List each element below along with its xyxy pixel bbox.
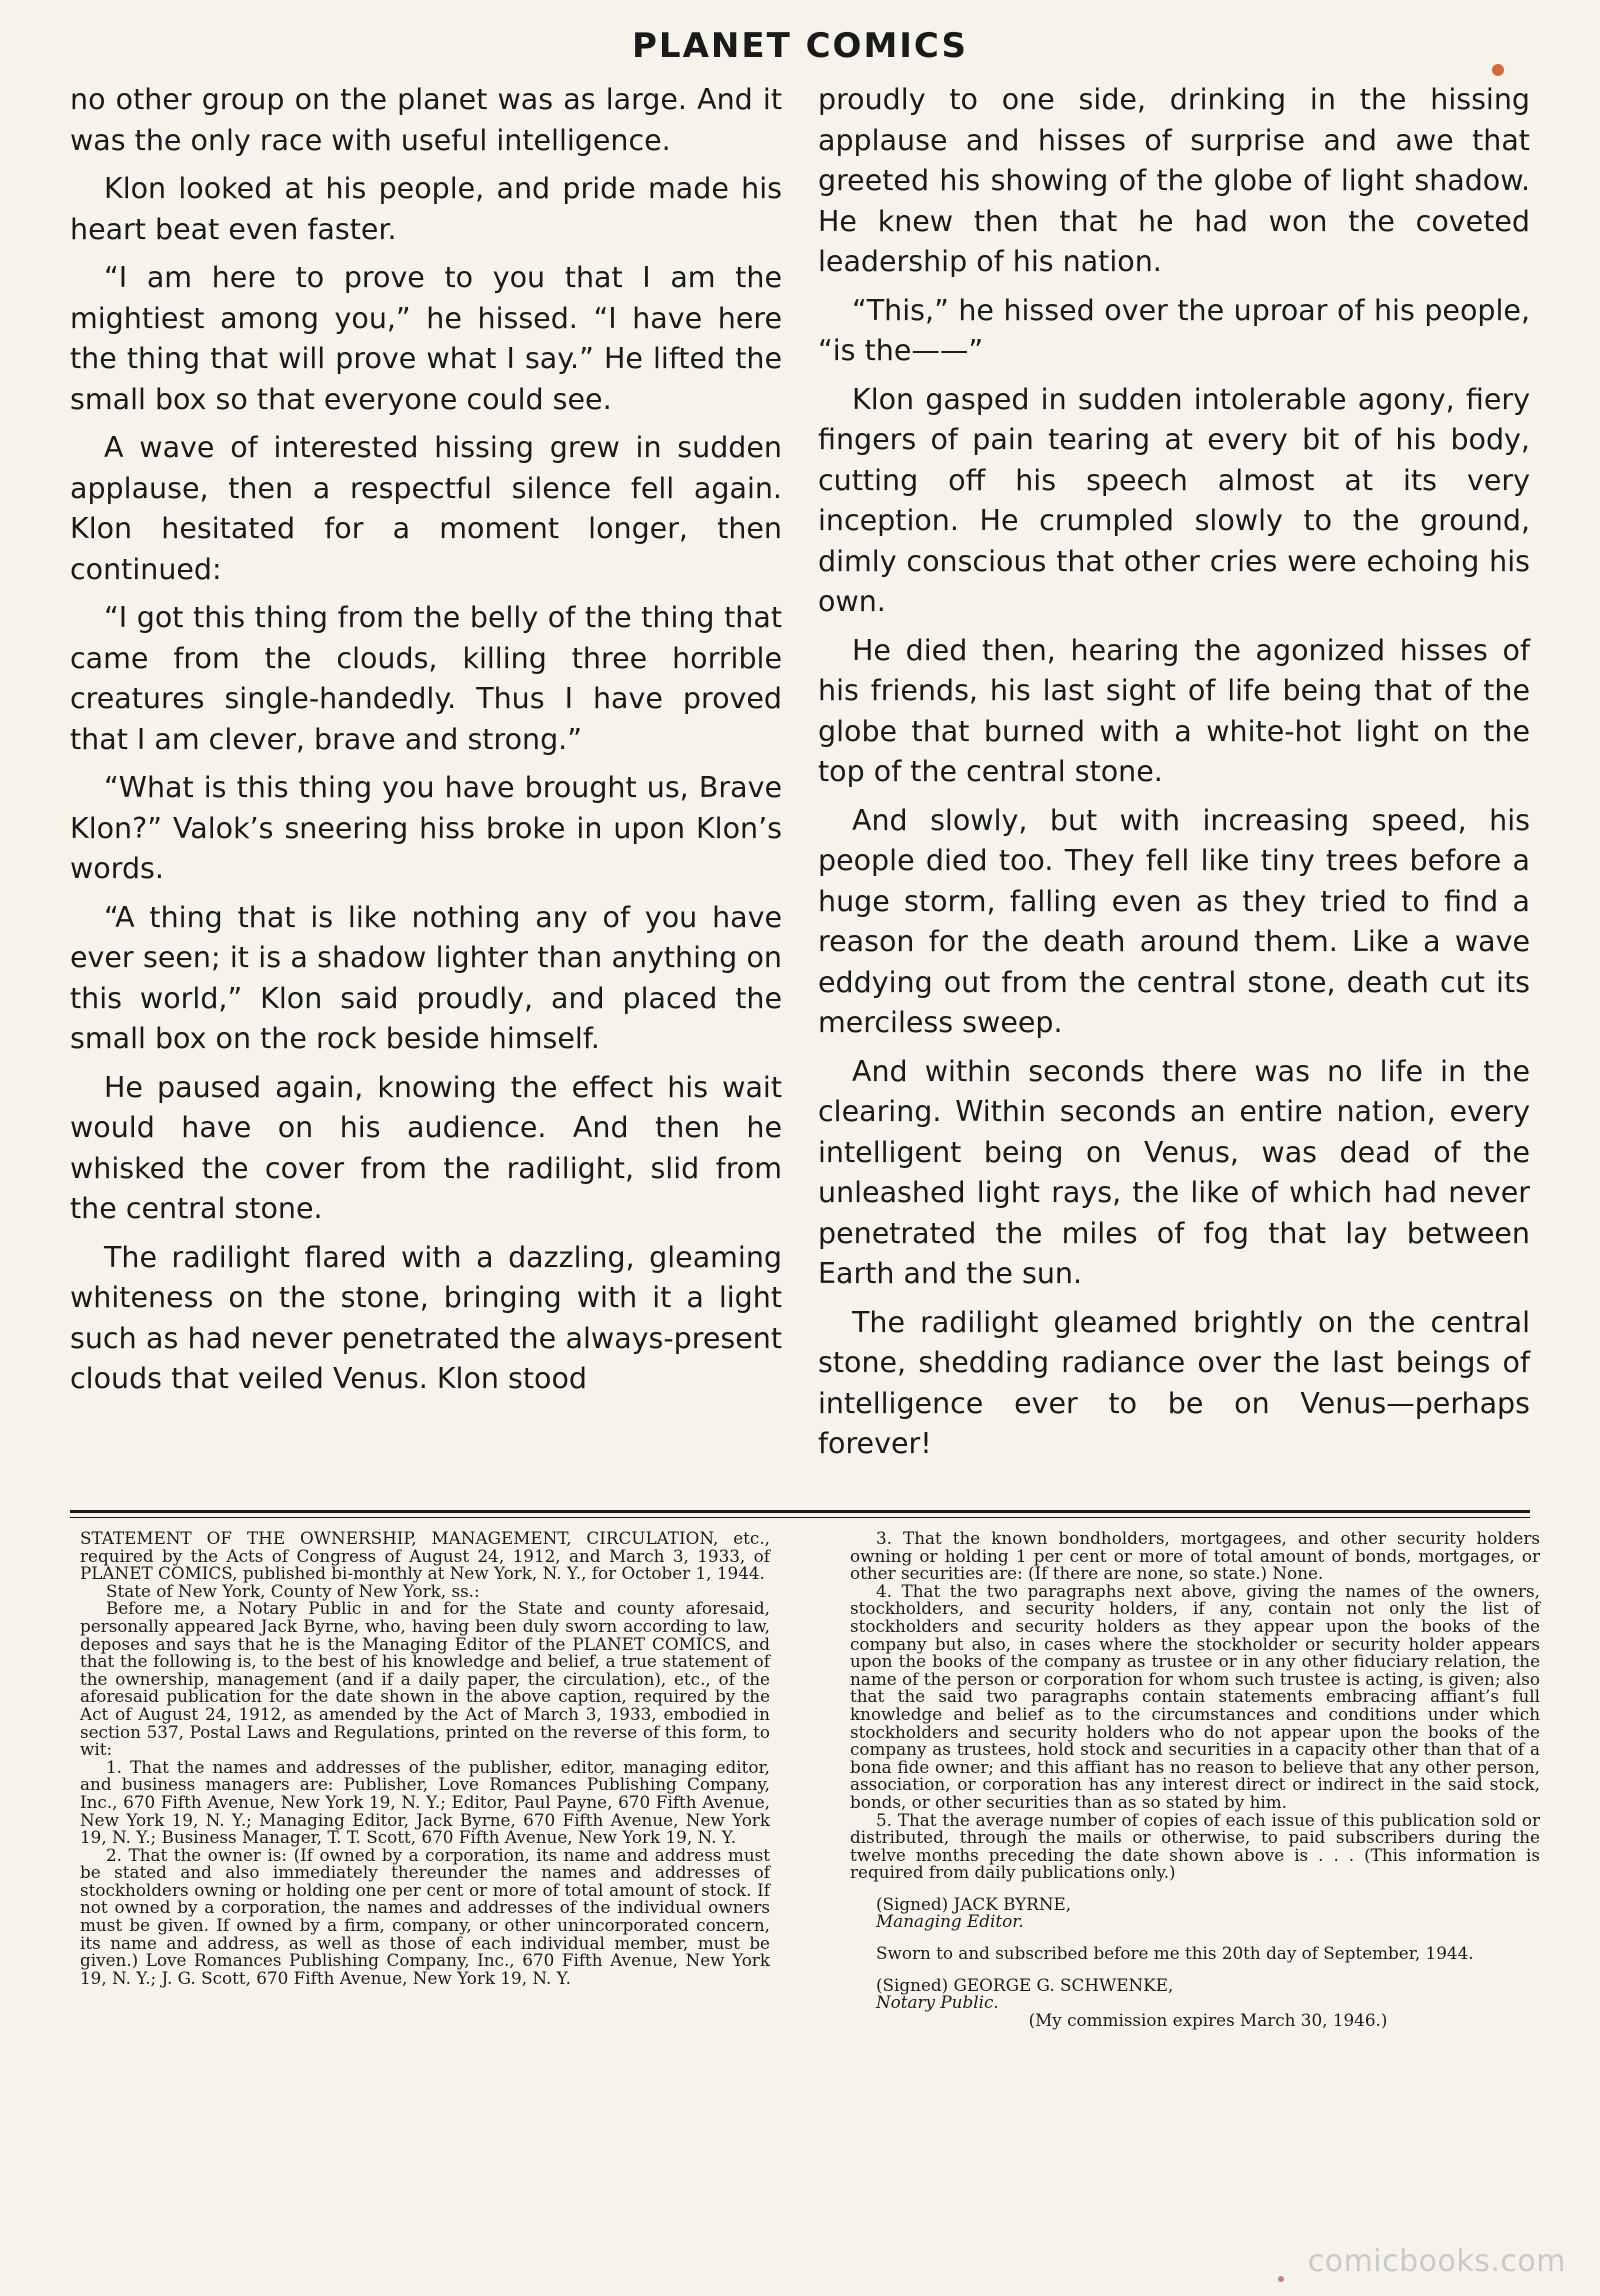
story-paragraph: The radilight gleamed brightly on the central stone, shedding radiance over the last beings of intelligence ever to be on Venus—perhaps forever! (818, 1305, 1530, 1460)
statement-paragraph: 1. That the names and addresses of the publisher, editor, managing editor, and business managers are: Publisher, Love Romances Publishing Company, Inc., 670 Fifth Avenue, New York 19, N. Y.; Editor, Paul Payne, 670 Fifth Avenue, New York 19, N. Y.; Managing Editor, Jack Byrne, 670 Fifth Avenue, New York 19, N. Y.; Business Manager, T. T. Scott, 670 Fifth Avenue, New York 19, N. Y. (80, 1756, 770, 1848)
story-text (70, 80, 1530, 1480)
notary-title-text: Notary Public. (876, 1992, 999, 2013)
story-column-right (818, 80, 1530, 1480)
story-paragraph: “A thing that is like nothing any of you have ever seen; it is a shadow lighter than anything on this world,” Klon said proudly, and placed the small box on the rock beside himself. (70, 900, 782, 1055)
story-column-left (70, 80, 782, 1480)
statement-paragraph: State of New York, County of New York, ss.: (106, 1580, 480, 1601)
statement-paragraph: 5. That the average number of copies of each issue of this publication sold or distributed, through the mails or otherwise, to paid subscribers during the twelve months preceding the date shown above is . . . (This information is required from daily publications only.) (850, 1809, 1540, 1883)
ownership-statement (80, 1530, 1540, 2230)
editor-signature: (Signed) JACK BYRNE, (876, 1893, 1072, 1914)
story-paragraph: “I am here to prove to you that I am the mightiest among you,” he hissed. “I have here the thing that will prove what I say.” He lifted the small box so that everyone could see. (70, 261, 782, 416)
divider-rule-thin (70, 1517, 1530, 1518)
story-paragraph: “What is this thing you have brought us, Brave Klon?” Valok’s sneering hiss broke in upon Klon’s words. (70, 771, 782, 885)
statement-paragraph: Before me, a Notary Public in and for the State and county aforesaid, personally appeared Jack Byrne, who, having been duly sworn according to law, deposes and says that he is the Managing Editor of the PLANET COMICS, and that the following is, to the best of his knowledge and belief, a true statement of the ownership, management (and if a daily paper, the circulation), etc., of the aforesaid publication for the date shown in the above caption, required by the Act of August 24, 1912, as amended by the Act of March 3, 1933, embodied in section 537, Postal Laws and Regulations, printed on the reverse of this form, to wit: (80, 1598, 770, 1760)
statement-paragraph: 3. That the known bondholders, mortgagees, and other security holders owning or holding 1 per cent or more of total amount of bonds, mortgages, or other securities are: (If there are none, so state.) None. (850, 1528, 1540, 1584)
statement-paragraph: 2. That the owner is: (If owned by a corporation, its name and address must be stated and also immediately thereunder the names and addresses of stockholders owning or holding one per cent or more of total amount of stock. If not owned by a corporation, the names and addresses of the individual owners must be given. If owned by a firm, company, or other unincorporated concern, its name and address, as well as those of each individual member, must be given.) Love Romances Publishing Company, Inc., 670 Fifth Avenue, New York 19, N. Y.; J. G. Scott, 670 Fifth Avenue, New York 19, N. Y. (80, 1844, 770, 1988)
story-paragraph: He died then, hearing the agonized hisses of his friends, his last sight of life being that of the globe that burned with a white-hot light on the top of the central stone. (818, 633, 1530, 788)
ink-spot (1492, 64, 1504, 76)
statement-paragraph: STATEMENT OF THE OWNERSHIP, MANAGEMENT, CIRCULATION, etc., required by the Acts of Congress of August 24, 1912, and March 3, 1933, of PLANET COMICS, published bi-monthly at New York, N. Y., for October 1, 1944. (80, 1528, 770, 1584)
story-paragraph: Klon looked at his people, and pride made his heart beat even faster. (70, 172, 782, 246)
statement-column-left (80, 1530, 770, 2230)
story-paragraph: He paused again, knowing the effect his wait would have on his audience. And then he whisked the cover from the radilight, slid from the central stone. (70, 1070, 782, 1225)
statement-column-right (850, 1530, 1540, 2230)
notary-signature: (Signed) GEORGE G. SCHWENKE, (876, 1974, 1174, 1995)
page-title: PLANET COMICS (631, 26, 969, 66)
story-paragraph: And slowly, but with increasing speed, his people died too. They fell like tiny trees before a huge storm, falling even as they tried to find a reason for the death around them. Like a wave eddying out from the central stone, death cut its merciless sweep. (818, 803, 1530, 1039)
story-paragraph: no other group on the planet was as large. And it was the only race with useful intelligence. (70, 83, 782, 157)
divider-rule (70, 1510, 1530, 1513)
story-paragraph: A wave of interested hissing grew in sudden applause, then a respectful silence fell again. Klon hesitated for a moment longer, then continued: (70, 431, 782, 586)
story-paragraph: “I got this thing from the belly of the thing that came from the clouds, killing three horrible creatures single-handedly. Thus I have proved that I am clever, brave and strong.” (70, 601, 782, 756)
story-paragraph: Klon gasped in sudden intolerable agony, fiery fingers of pain tearing at every bit of his body, cutting off his speech almost at its very inception. He crumpled slowly to the ground, dimly conscious that other cries were echoing his own. (818, 382, 1530, 618)
story-paragraph: And within seconds there was no life in the clearing. Within seconds an entire nation, every intelligent being on Venus, was dead of the unleashed light rays, the like of which had never penetrated the miles of fog that lay between Earth and the sun. (818, 1054, 1530, 1290)
statement-paragraph: 4. That the two paragraphs next above, giving the names of the owners, stockholders, and security holders, if any, contain not only the list of stockholders and security holders as they appear upon the books of the company but also, in cases where the stockholder or security holder appears upon the books of the company as trustee or in any other fiduciary relation, the name of the person or corporation for whom such trustee is acting, is given; also that the said two paragraphs contain statements embracing affiant’s full knowledge and belief as to the circumstances and conditions under which stockholders and security holders who do not appear upon the books of the company as trustees, hold stock and securities in a capacity other than that of a bona fide owner; and this affiant has no reason to believe that any other person, association, or corporation has any interest direct or indirect in the said stock, bonds, or other securities than as so stated by him. (850, 1580, 1540, 1812)
editor-title (850, 1913, 1540, 1931)
editor-title-text: Managing Editor. (876, 1911, 1024, 1932)
story-paragraph: proudly to one side, drinking in the hissing applause and hisses of surprise and awe that greeted his showing of the globe of light shadow. He knew then that he had won the coveted leadership of his nation. (818, 83, 1530, 278)
ink-spot (1278, 2276, 1284, 2282)
sworn-statement: Sworn to and subscribed before me this 20th day of September, 1944. (876, 1943, 1474, 1964)
notary-commission: (My commission expires March 30, 1946.) (1028, 2009, 1388, 2030)
story-paragraph: The radilight flared with a dazzling, gleaming whiteness on the stone, bringing with it a light such as had never penetrated the always-present clouds that veiled Venus. Klon stood (70, 1240, 782, 1395)
story-paragraph: “This,” he hissed over the uproar of his people, “is the——” (818, 293, 1530, 367)
watermark: comicbooks.com (1307, 2244, 1566, 2279)
